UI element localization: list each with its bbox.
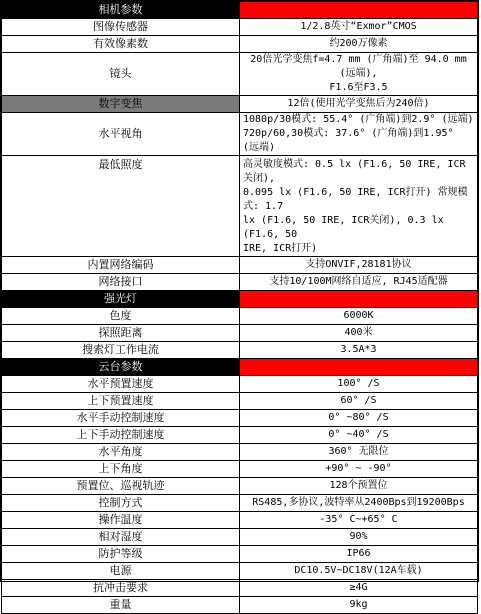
section-light-title: 强光灯 xyxy=(2,291,240,308)
section-ptz-bar xyxy=(240,359,478,376)
row-value: 128个预置位 xyxy=(240,478,478,495)
spec-row xyxy=(2,597,478,614)
spec-row xyxy=(2,36,478,53)
spec-row xyxy=(2,495,478,512)
row-value: DC10.5V~DC18V(12A车载) xyxy=(240,563,478,580)
row-value: IP66 xyxy=(240,546,478,563)
spec-row xyxy=(2,19,478,36)
row-value: 90% xyxy=(240,529,478,546)
spec-row xyxy=(2,546,478,563)
spec-row xyxy=(2,393,478,410)
spec-row xyxy=(2,342,478,359)
digital-zoom-label: 数字变焦 xyxy=(2,96,240,113)
row-label: 防护等级 xyxy=(2,546,240,563)
spec-row xyxy=(2,461,478,478)
row-value: 60° /S xyxy=(240,393,478,410)
row-value: -35° C~+65° C xyxy=(240,512,478,529)
spec-row xyxy=(2,308,478,325)
row-value: 支持10/100M网络自适应, RJ45适配器 xyxy=(240,274,478,291)
spec-row xyxy=(2,113,478,156)
row-value: +90° ~ -90° xyxy=(240,461,478,478)
row-label: 上下手动控制速度 xyxy=(2,427,240,444)
section-camera-bar xyxy=(240,2,478,19)
row-label: 探照距离 xyxy=(2,325,240,342)
spec-row xyxy=(2,563,478,580)
spec-row xyxy=(2,410,478,427)
spec-table xyxy=(1,1,478,614)
row-value: 1/2.8英寸“Exmor”CMOS xyxy=(240,19,478,36)
section-ptz-title: 云台参数 xyxy=(2,359,240,376)
row-label: 上下预置速度 xyxy=(2,393,240,410)
spec-row xyxy=(2,376,478,393)
spec-row xyxy=(2,512,478,529)
spec-row xyxy=(2,325,478,342)
section-digital-zoom xyxy=(2,96,478,113)
row-label: 色度 xyxy=(2,308,240,325)
digital-zoom-value: 12倍(使用光学变焦后为240倍) xyxy=(240,96,478,113)
row-value: 400米 xyxy=(240,325,478,342)
row-value: 3.5A*3 xyxy=(240,342,478,359)
row-label: 水平视角 xyxy=(2,113,240,156)
spec-row xyxy=(2,274,478,291)
section-light xyxy=(2,291,478,308)
spec-row xyxy=(2,444,478,461)
row-value: 360° 无限位 xyxy=(240,444,478,461)
section-camera xyxy=(2,2,478,19)
row-value: 高灵敏度模式: 0.5 lx (F1.6, 50 IRE, ICR关闭), 0.095 lx (F1.6, 50 IRE, ICR打开) 常规模式: 1.7 lx (F1.6, 50 IRE, ICR关闭), 0.3 lx (F1.6, 50 IRE, ICR打开) xyxy=(240,156,478,257)
row-label: 水平手动控制速度 xyxy=(2,410,240,427)
row-label: 最低照度 xyxy=(2,156,240,257)
row-value: 100° /S xyxy=(240,376,478,393)
row-label: 水平预置速度 xyxy=(2,376,240,393)
spec-row xyxy=(2,427,478,444)
row-label: 水平角度 xyxy=(2,444,240,461)
row-value: 1080p/30模式: 55.4° (广角端)到2.9° (远端) 720p/60,30模式: 37.6° (广角端)到1.95° (远端) xyxy=(240,113,478,156)
row-label: 图像传感器 xyxy=(2,19,240,36)
row-value: 约200万像素 xyxy=(240,36,478,53)
section-light-bar xyxy=(240,291,478,308)
spec-row xyxy=(2,156,478,257)
row-value: 支持ONVIF,28181协议 xyxy=(240,257,478,274)
row-value: 6000K xyxy=(240,308,478,325)
row-label: 相对湿度 xyxy=(2,529,240,546)
row-label: 上下角度 xyxy=(2,461,240,478)
row-label: 操作温度 xyxy=(2,512,240,529)
row-label: 预置位、巡视轨迹 xyxy=(2,478,240,495)
spec-row xyxy=(2,53,478,96)
row-label: 电源 xyxy=(2,563,240,580)
row-value: 0° ~80° /S xyxy=(240,410,478,427)
row-label: 重量 xyxy=(2,597,240,614)
row-label: 控制方式 xyxy=(2,495,240,512)
row-value: 9kg xyxy=(240,597,478,614)
row-value: ≥4G xyxy=(240,580,478,597)
row-label: 有效像素数 xyxy=(2,36,240,53)
row-label: 内置网络编码 xyxy=(2,257,240,274)
section-camera-title: 相机参数 xyxy=(2,2,240,19)
row-label: 镜头 xyxy=(2,53,240,96)
row-label: 搜索灯工作电流 xyxy=(2,342,240,359)
spec-row xyxy=(2,580,478,597)
row-label: 抗冲击要求 xyxy=(2,580,240,597)
spec-row xyxy=(2,257,478,274)
row-value: 0° ~40° /S xyxy=(240,427,478,444)
row-value: 20倍光学变焦f=4.7 mm (广角端)至 94.0 mm (远端), F1.6至F3.5 xyxy=(240,53,478,96)
section-ptz xyxy=(2,359,478,376)
spec-row xyxy=(2,478,478,495)
row-label: 网络接口 xyxy=(2,274,240,291)
row-value: RS485,多协议,波特率从2400Bps到19200Bps xyxy=(240,495,478,512)
spec-row xyxy=(2,529,478,546)
